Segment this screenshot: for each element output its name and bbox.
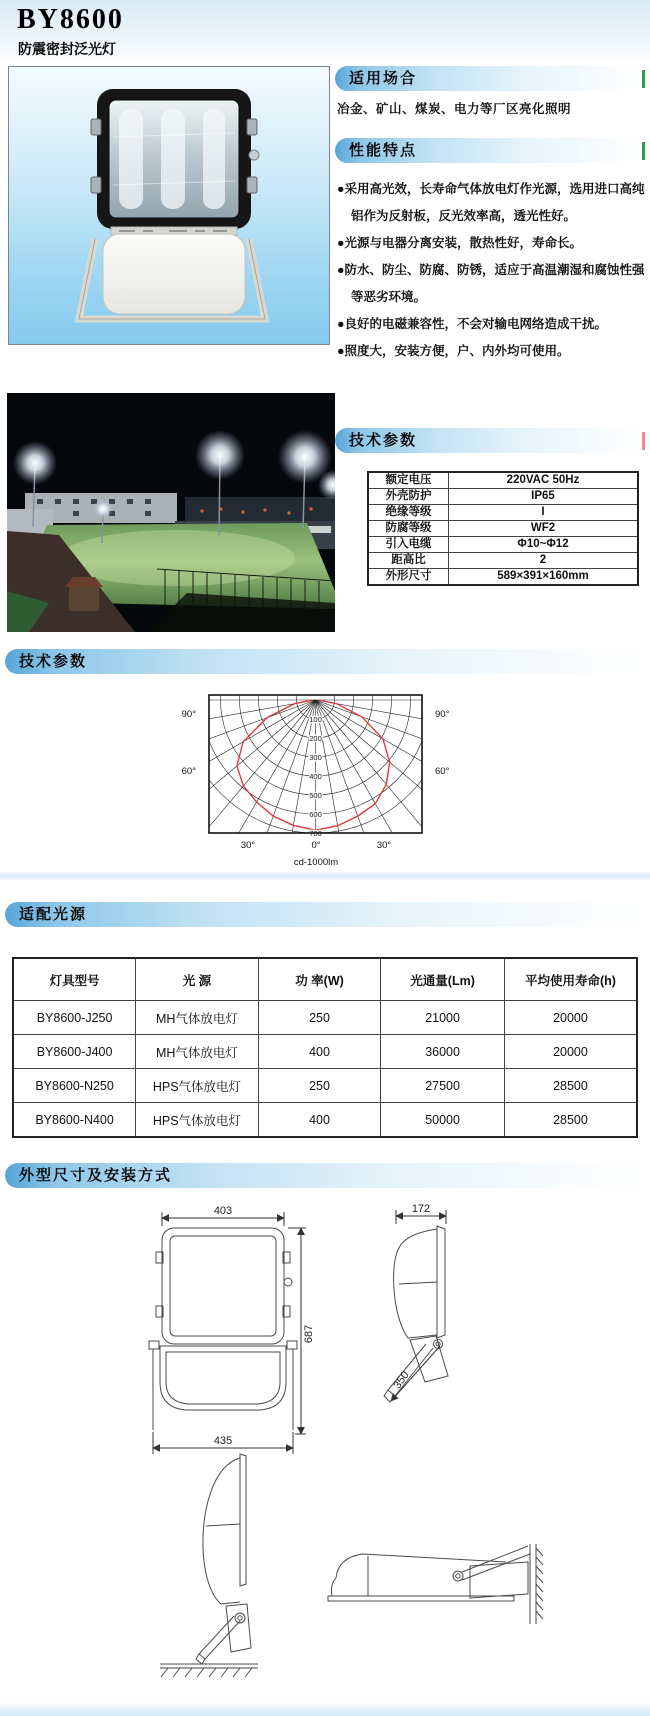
table-cell: 28500 bbox=[504, 1103, 637, 1138]
section-header-dimensions bbox=[5, 1163, 642, 1188]
ring-label: 100 bbox=[309, 715, 322, 724]
hut bbox=[69, 585, 99, 611]
section-title-light-sources: 适配光源 bbox=[19, 906, 88, 923]
param-value: WF2 bbox=[449, 521, 639, 537]
drawing-front-view bbox=[149, 1228, 297, 1430]
ring-label: 300 bbox=[309, 753, 322, 762]
dim-front-height: 687 bbox=[303, 1324, 315, 1344]
tech-params-table bbox=[367, 471, 639, 586]
table-row bbox=[13, 1103, 637, 1138]
radial-line bbox=[281, 700, 316, 870]
features-list bbox=[337, 176, 649, 365]
column-header: 平均使用寿命(h) bbox=[504, 958, 637, 1001]
radial-line bbox=[150, 700, 316, 768]
lamp-tubes bbox=[119, 109, 225, 209]
page-subtitle: 防震密封泛光灯 bbox=[18, 41, 116, 57]
chart-caption: cd-1000lm bbox=[293, 857, 339, 868]
table-row bbox=[368, 489, 638, 505]
dim-front-width-bottom: 435 bbox=[213, 1435, 233, 1447]
table-cell: 20000 bbox=[504, 1035, 637, 1069]
stadium-illustration bbox=[7, 393, 335, 632]
drawing-side-view bbox=[384, 1226, 448, 1402]
table-row bbox=[368, 569, 638, 586]
green-tick-icon bbox=[642, 142, 645, 160]
table-row bbox=[368, 553, 638, 569]
angle-label: 30° bbox=[376, 840, 392, 851]
table-cell: 27500 bbox=[381, 1069, 505, 1103]
dim-side-depth: 172 bbox=[411, 1203, 431, 1215]
ring-label: 700 bbox=[309, 829, 322, 838]
feature-bullet: ●采用高光效，长寿命气体放电灯作光源，选用进口高纯铝作为反射板，反光效率高，透光性好。 bbox=[337, 182, 645, 223]
param-value: Φ10~Φ12 bbox=[449, 537, 639, 553]
param-value: I bbox=[449, 505, 639, 521]
param-value: 589×391×160mm bbox=[449, 569, 639, 586]
side-knob bbox=[249, 150, 259, 160]
table-cell: 50000 bbox=[381, 1103, 505, 1138]
application-text: 冶金、矿山、煤炭、电力等厂区亮化照明 bbox=[337, 102, 572, 116]
ring-label: 400 bbox=[309, 772, 322, 781]
radial-line bbox=[316, 700, 501, 735]
table-cell: HPS气体放电灯 bbox=[136, 1069, 259, 1103]
table-cell: 21000 bbox=[381, 1001, 505, 1035]
param-label: 距高比 bbox=[368, 553, 449, 569]
table-row bbox=[368, 472, 638, 489]
drawing-wall-mount bbox=[328, 1544, 543, 1624]
table-row bbox=[368, 505, 638, 521]
param-value: 220VAC 50Hz bbox=[449, 472, 639, 489]
radial-line bbox=[316, 700, 501, 768]
dim-lines-front bbox=[153, 1212, 306, 1454]
radial-line bbox=[316, 700, 445, 853]
angle-label: 90° bbox=[435, 709, 450, 720]
radial-line bbox=[316, 700, 384, 870]
param-label: 外壳防护 bbox=[368, 489, 449, 505]
param-label: 引入电缆 bbox=[368, 537, 449, 553]
param-value: 2 bbox=[449, 553, 639, 569]
angle-label: 0° bbox=[311, 840, 321, 851]
table-cell: BY8600-N250 bbox=[13, 1069, 136, 1103]
table-cell: MH气体放电灯 bbox=[136, 1001, 259, 1035]
table-row bbox=[13, 1001, 637, 1035]
section-header-tech-params bbox=[335, 428, 642, 453]
param-label: 额定电压 bbox=[368, 472, 449, 489]
angle-label: 60° bbox=[181, 766, 196, 777]
dimension-drawings bbox=[0, 1196, 650, 1716]
photometric-chart bbox=[150, 688, 500, 870]
floodlight-illustration bbox=[9, 67, 329, 344]
table-cell: 400 bbox=[258, 1103, 381, 1138]
feature-bullet: ●良好的电磁兼容性，不会对输电网络造成干扰。 bbox=[337, 317, 608, 331]
table-cell: 36000 bbox=[381, 1035, 505, 1069]
table-cell: BY8600-J400 bbox=[13, 1035, 136, 1069]
radial-line bbox=[187, 700, 316, 853]
dim-side-bracket: 350 bbox=[391, 1369, 412, 1392]
table-cell: BY8600-N400 bbox=[13, 1103, 136, 1138]
section-header-application bbox=[335, 66, 642, 91]
table-cell: 250 bbox=[258, 1001, 381, 1035]
drawing-floor-mount bbox=[160, 1454, 258, 1677]
light-sources-table bbox=[12, 957, 638, 1138]
radial-line bbox=[316, 700, 351, 870]
page-title: BY8600 bbox=[17, 4, 124, 35]
buildings-right bbox=[185, 497, 335, 523]
feature-bullet: ●防水、防尘、防腐、防锈，适应于高温潮湿和腐蚀性强等恶劣环境。 bbox=[337, 263, 645, 304]
section-title-photometric: 技术参数 bbox=[19, 653, 88, 670]
radial-line bbox=[247, 700, 315, 870]
section-title-features: 性能特点 bbox=[349, 142, 418, 159]
table-row bbox=[368, 521, 638, 537]
section-divider bbox=[0, 872, 650, 880]
column-header: 光 源 bbox=[136, 958, 259, 1001]
table-header-row bbox=[13, 958, 637, 1001]
green-tick-icon bbox=[642, 70, 645, 88]
table-cell: 400 bbox=[258, 1035, 381, 1069]
column-header: 灯具型号 bbox=[13, 958, 136, 1001]
table-cell: 250 bbox=[258, 1069, 381, 1103]
ring-label: 600 bbox=[309, 810, 322, 819]
table-row bbox=[13, 1035, 637, 1069]
column-header: 功 率(W) bbox=[258, 958, 381, 1001]
feature-bullet: ●照度大，安装方便，户、内外均可使用。 bbox=[337, 344, 570, 358]
table-row bbox=[368, 537, 638, 553]
product-photo bbox=[8, 66, 330, 345]
table-cell: MH气体放电灯 bbox=[136, 1035, 259, 1069]
column-header: 光通量(Lm) bbox=[381, 958, 505, 1001]
table-cell: 20000 bbox=[504, 1001, 637, 1035]
dim-front-width-top: 403 bbox=[213, 1205, 233, 1217]
lamp-body bbox=[103, 234, 245, 314]
ring-label: 200 bbox=[309, 734, 322, 743]
param-label: 防腐等级 bbox=[368, 521, 449, 537]
param-label: 外形尺寸 bbox=[368, 569, 449, 586]
pink-tick-icon bbox=[642, 432, 645, 450]
table-row bbox=[13, 1069, 637, 1103]
table-cell: 28500 bbox=[504, 1069, 637, 1103]
stadium-photo bbox=[7, 393, 335, 632]
angle-label: 60° bbox=[435, 766, 450, 777]
param-label: 绝缘等级 bbox=[368, 505, 449, 521]
table-cell: HPS气体放电灯 bbox=[136, 1103, 259, 1138]
section-header-features bbox=[335, 138, 642, 163]
param-value: IP65 bbox=[449, 489, 639, 505]
section-header-light-sources bbox=[5, 902, 642, 927]
angle-label: 90° bbox=[181, 709, 196, 720]
feature-bullet: ●光源与电器分离安装，散热性好，寿命长。 bbox=[337, 236, 583, 250]
table-cell: BY8600-J250 bbox=[13, 1001, 136, 1035]
section-title-tech-params: 技术参数 bbox=[349, 432, 418, 449]
angle-label: 30° bbox=[240, 840, 256, 851]
radial-line bbox=[150, 700, 316, 800]
section-title-application: 适用场合 bbox=[349, 70, 418, 87]
section-header-photometric bbox=[5, 649, 642, 674]
section-title-dimensions: 外型尺寸及安装方式 bbox=[19, 1167, 173, 1184]
ring-label: 500 bbox=[309, 791, 322, 800]
